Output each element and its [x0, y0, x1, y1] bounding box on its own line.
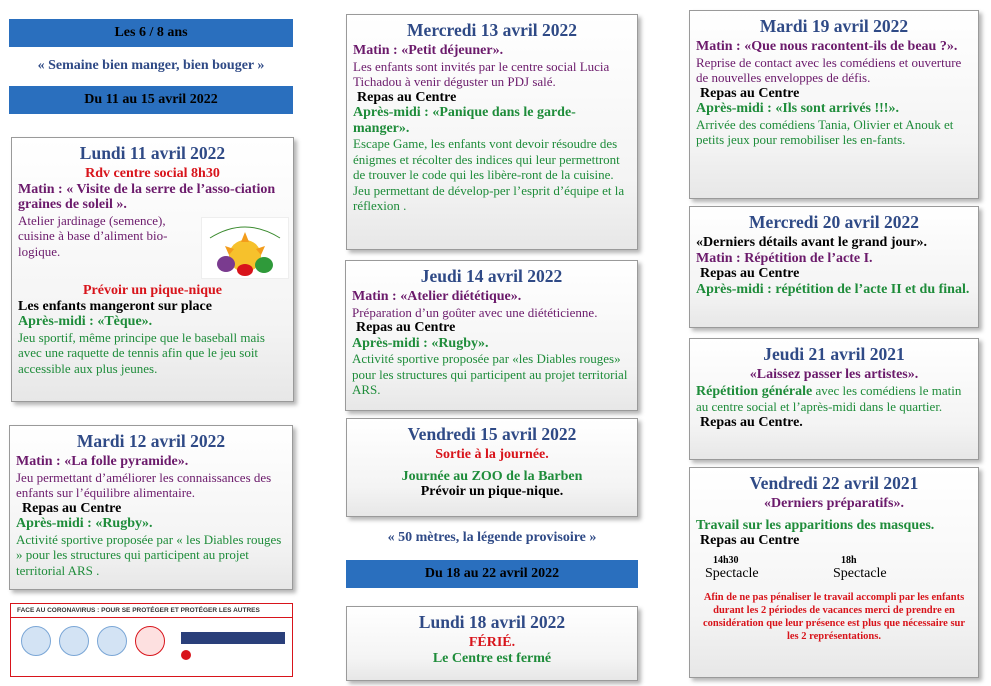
matin-text: Jeu permettant d’améliorer les connaissances des enfants sur l’équilibre alimentaire. [16, 469, 272, 500]
ferme-text: Le Centre est fermé [432, 650, 552, 666]
matin-title: Matin : «Petit déjeuner». [353, 43, 504, 58]
show1-label: Spectacle [705, 565, 759, 581]
repas-text: Repas au Centre [357, 89, 457, 105]
day-title: Jeudi 14 avril 2022 [420, 266, 563, 286]
hotline-block [181, 632, 285, 644]
repas-text: Repas au Centre [700, 533, 800, 548]
age-group-banner: Les 6 / 8 ans [9, 19, 293, 47]
aprem-title: Après-midi : «Rugby». [352, 335, 489, 351]
aprem-text: Arrivée des comédiens Tania, Olivier et Anouk et petits jeux pour remobiliser les en-fants. [696, 116, 954, 147]
day-title: Vendredi 22 avril 2021 [749, 473, 919, 493]
sortie-text: Sortie à la journée. [435, 447, 549, 462]
attendance-note: Afin de ne pas pénaliser le travail accompli par les enfants durant les 2 périodes de vacances merci de prendre en considération que leur présence est plus que nécessaire sur les 2 représentations. [702, 591, 966, 642]
day-title: Lundi 18 avril 2022 [418, 612, 566, 632]
zoo-text: Journée au ZOO de la Barben [401, 468, 583, 484]
day-title: Jeudi 21 avril 2021 [763, 344, 905, 364]
matin-title: Matin : «La folle pyramide». [16, 454, 189, 469]
show2-label: Spectacle [833, 565, 887, 581]
mangeront-text: Les enfants mangeront sur place [18, 298, 212, 314]
repas-text: Repas au Centre. [700, 414, 803, 430]
theme-text: «Laissez passer les artistes». [749, 367, 919, 382]
day-card-jeudi-21 [689, 338, 979, 460]
day-card-jeudi-14 [345, 260, 638, 411]
details-text: «Derniers détails avant le grand jour». [696, 235, 927, 250]
aprem-title: Après-midi : «Panique dans le garde-manger». [353, 105, 576, 136]
day-card-mercredi-20 [689, 206, 979, 328]
week1-period-banner: Du 11 au 15 avril 2022 [9, 86, 293, 114]
repetition-text [696, 383, 972, 415]
aprem-text: Jeu sportif, même principe que le baseball mais avec une raquette de tennis afin que le jeu soit accessible aux plus jeunes. [18, 329, 265, 376]
show2-time: 18h [841, 554, 857, 566]
repas-text: Repas au Centre [700, 266, 800, 281]
day-title: Mardi 12 avril 2022 [76, 431, 226, 451]
week2-period-banner: Du 18 au 22 avril 2022 [346, 560, 638, 588]
no-handshake-icon [135, 626, 165, 656]
matin-text: Atelier jardinage (semence), cuisine à base d’aliment bio-logique. [18, 212, 168, 259]
ferie-text: FÉRIÉ. [468, 635, 516, 650]
day-card-vendredi-15 [346, 418, 638, 517]
show1-time: 14h30 [713, 554, 739, 566]
week1-theme: « Semaine bien manger, bien bouger » [37, 58, 265, 73]
travail-text: Travail sur les apparitions des masques. [696, 517, 935, 533]
matin-title: Matin : «Que nous racontent-ils de beau ?». [696, 39, 958, 54]
day-title: Mercredi 20 avril 2022 [749, 212, 919, 232]
day-title: Mercredi 13 avril 2022 [407, 20, 577, 40]
matin-text: Reprise de contact avec les comédiens et ouverture de nouvelles enveloppes de défis. [696, 54, 962, 85]
aprem-title: Après-midi : «Rugby». [16, 516, 153, 531]
day-title: Vendredi 15 avril 2022 [407, 424, 577, 444]
matin-text: Matin : Répétition de l’acte I. [696, 250, 873, 266]
elbow-cough-icon [59, 626, 89, 656]
aprem-text: Activité sportive proposée par « les Diables rouges » pour les structures qui participent au projet territorial ARS . [16, 531, 282, 578]
day-card-mercredi-13 [346, 14, 638, 250]
tissue-icon [97, 626, 127, 656]
aprem-title: Après-midi : «Tèque». [18, 314, 153, 329]
aprem-text: Activité sportive proposée par «les Diables rouges» pour les structures qui participent au projet territorial ARS. [352, 351, 628, 397]
repas-text: Repas au Centre [700, 85, 800, 101]
day-card-vendredi-22 [689, 467, 979, 678]
day-title: Mardi 19 avril 2022 [759, 16, 909, 36]
day-card-mardi-19 [689, 10, 979, 199]
matin-text: Les enfants sont invités par le centre social Lucia Tichadou à venir déguster un PDJ salé. [353, 58, 610, 89]
rdv-text: Rdv centre social 8h30 [85, 166, 220, 181]
repetition-detail: avec les comédiens le matin au centre social et l’après-midi dans le quartier. [696, 382, 962, 414]
day-card-mardi-12 [9, 425, 293, 590]
aprem-title: Après-midi : «Ils sont arrivés !!!». [696, 101, 899, 116]
piquenique-text: Prévoir un pique-nique. [420, 484, 564, 499]
hand-wash-icon [21, 626, 51, 656]
aprem-text: Après-midi : répétition de l’acte II et du final. [696, 281, 970, 297]
coronavirus-banner [10, 603, 293, 677]
day-title: Lundi 11 avril 2022 [79, 143, 226, 163]
theme-text: «Derniers préparatifs». [764, 496, 904, 511]
coronavirus-title: FACE AU CORONAVIRUS : POUR SE PROTÉGER ET PROTÉGER LES AUTRES [11, 604, 292, 618]
matin-text: Préparation d’un goûter avec une diététicienne. [352, 304, 598, 320]
repetition-label: Répétition générale [696, 383, 813, 399]
week2-theme: « 50 mètres, la légende provisoire » [387, 530, 597, 545]
graines-de-soleil-logo [201, 217, 289, 279]
phone-icon [181, 650, 191, 660]
repas-text: Repas au Centre [22, 500, 122, 516]
day-card-lundi-18 [346, 606, 638, 681]
matin-title: Matin : «Atelier diététique». [352, 289, 522, 304]
matin-title: Matin : « Visite de la serre de l’asso-ciation graines de soleil ». [18, 181, 276, 212]
aprem-text: Escape Game, les enfants vont devoir résoudre des énigmes et récolter des indices qui leur permettront de trouver le code qui les libère-ront de la cuisine. Jeu permettant de dévelop-per l’esprit d’équipe et la réflexion . [353, 136, 625, 213]
piquenique-text: Prévoir un pique-nique [83, 283, 222, 298]
repas-text: Repas au Centre [356, 320, 456, 335]
